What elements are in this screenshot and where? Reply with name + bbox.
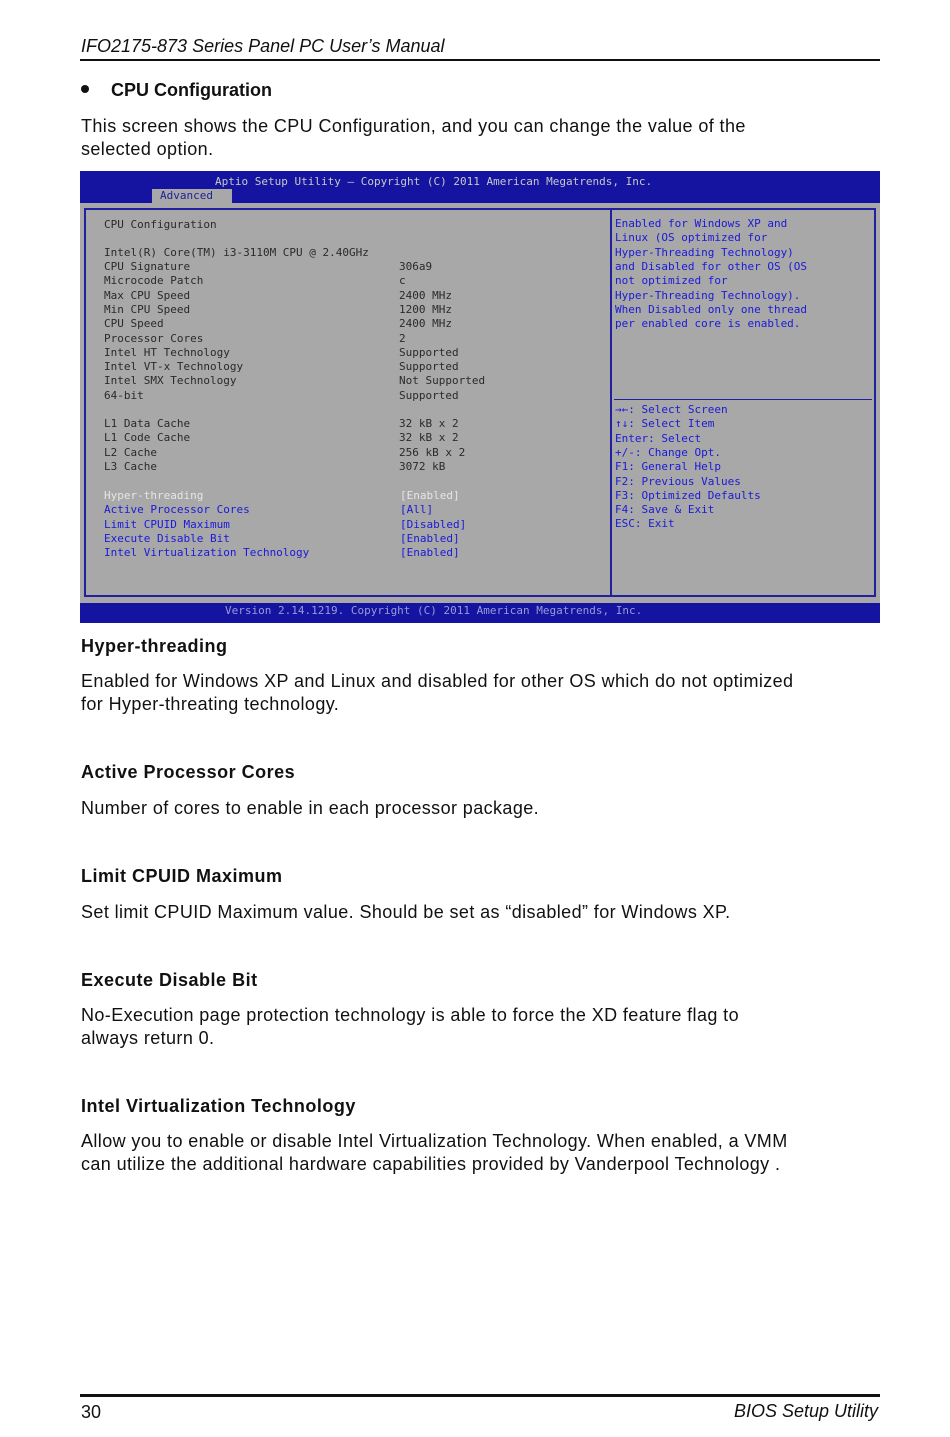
desc-limit-cpuid: [81, 901, 881, 924]
bios-footer: Version 2.14.1219. Copyright (C) 2011 American Megatrends, Inc.: [225, 604, 643, 617]
bios-key-hint: F3: Optimized Defaults: [615, 488, 761, 502]
bios-help-line: and Disabled for other OS (OS: [615, 259, 808, 273]
bios-key-hint: F4: Save & Exit: [615, 503, 715, 517]
desc-line: Number of cores to enable in each processor package.: [81, 798, 540, 818]
bios-cache-value: 32 kB x 2: [399, 417, 459, 430]
heading-execute-disable-bit: Execute Disable Bit: [81, 970, 258, 990]
bios-processor-name: Intel(R) Core(TM) i3-3110M CPU @ 2.40GHz: [104, 246, 369, 259]
page-number: 30: [81, 1402, 102, 1422]
bios-key-hint: ESC: Exit: [615, 517, 675, 531]
bios-cache-label: L2 Cache: [104, 445, 157, 459]
bios-info-value: 2400 MHz: [399, 288, 452, 302]
bios-info-label: 64-bit: [104, 388, 144, 402]
bios-key-hint: F1: General Help: [615, 460, 721, 474]
bios-cache-label: L1 Code Cache: [104, 431, 191, 445]
desc-line: Enabled for Windows XP and Linux and disabled for other OS which do not optimized: [81, 671, 794, 691]
bios-cache-value: 3072 kB: [399, 459, 446, 473]
heading-hyper-threading: Hyper-threading: [81, 636, 228, 656]
heading-intel-virtualization: Intel Virtualization Technology: [81, 1096, 356, 1116]
bios-info-label: Intel SMX Technology: [104, 374, 237, 388]
bios-panel-title: CPU Configuration: [104, 218, 217, 231]
bios-key-hint: F2: Previous Values: [615, 474, 741, 488]
bios-key-hint: Enter: Select: [615, 431, 702, 445]
bios-info-label: Min CPU Speed: [104, 302, 191, 316]
heading-active-processor-cores: Active Processor Cores: [81, 762, 296, 782]
bios-help-line: Hyper-Threading Technology).: [615, 288, 801, 302]
bios-option-label[interactable]: Active Processor Cores: [104, 503, 250, 517]
bios-tab-advanced[interactable]: Advanced: [152, 189, 232, 203]
bios-option-label[interactable]: Hyper-threading: [104, 489, 204, 502]
bios-info-label: Intel VT-x Technology: [104, 360, 244, 374]
desc-line: can utilize the additional hardware capabilities provided by Vanderpool Technology .: [81, 1154, 781, 1174]
desc-line: always return 0.: [81, 1028, 215, 1048]
bios-option-value[interactable]: [Enabled]: [400, 546, 460, 560]
bios-option-value[interactable]: [Enabled]: [400, 489, 460, 502]
bios-option-label[interactable]: Execute Disable Bit: [104, 531, 230, 545]
heading-limit-cpuid: Limit CPUID Maximum: [81, 866, 283, 886]
desc-execute-disable-bit: [81, 1004, 881, 1050]
bios-info-label: Max CPU Speed: [104, 288, 191, 302]
intro-line: selected option.: [81, 139, 214, 159]
desc-active-processor-cores: [81, 797, 881, 820]
bios-help-line: per enabled core is enabled.: [615, 317, 801, 331]
bios-help-line: Enabled for Windows XP and: [615, 217, 788, 230]
bios-cache-label: L1 Data Cache: [104, 417, 191, 430]
bios-help-line: Hyper-Threading Technology): [615, 245, 794, 259]
footer-rule: [80, 1394, 880, 1397]
bios-info-value: 2400 MHz: [399, 317, 452, 331]
bios-info-value: Supported: [399, 360, 459, 374]
bios-screenshot: [80, 171, 880, 623]
bios-info-value: Not Supported: [399, 374, 486, 388]
bios-help-line: not optimized for: [615, 274, 728, 288]
bios-help-line: When Disabled only one thread: [615, 302, 808, 316]
bios-cache-value: 256 kB x 2: [399, 445, 466, 459]
header-rule: [80, 59, 880, 61]
bios-info-label: Processor Cores: [104, 331, 204, 345]
bios-info-value: 306a9: [399, 260, 433, 273]
desc-line: Set limit CPUID Maximum value. Should be set as “disabled” for Windows XP.: [81, 902, 731, 922]
desc-hyper-threading: [81, 670, 881, 716]
bios-info-label: CPU Signature: [104, 260, 191, 273]
bullet-icon: [81, 85, 89, 93]
manual-title: IFO2175-873 Series Panel PC User’s Manual: [81, 36, 445, 56]
bios-info-value: 1200 MHz: [399, 302, 452, 316]
intro-line: This screen shows the CPU Configuration, and you can change the value of the: [81, 116, 746, 136]
bios-option-label[interactable]: Intel Virtualization Technology: [104, 546, 310, 560]
desc-line: Allow you to enable or disable Intel Virtualization Technology. When enabled, a VMM: [81, 1131, 788, 1151]
desc-line: No-Execution page protection technology is able to force the XD feature flag to: [81, 1005, 739, 1025]
section-bullet: [81, 80, 272, 101]
bios-info-value: Supported: [399, 388, 459, 402]
bios-key-hint: +/-: Change Opt.: [615, 445, 721, 459]
bios-info-label: Microcode Patch: [104, 274, 204, 288]
desc-line: for Hyper-threating technology.: [81, 694, 340, 714]
bios-key-hint: ↑↓: Select Item: [615, 417, 715, 431]
bios-info-value: Supported: [399, 345, 459, 359]
bios-info-label: Intel HT Technology: [104, 345, 230, 359]
intro-text: [81, 115, 881, 161]
bios-cache-label: L3 Cache: [104, 459, 157, 473]
bios-title-bar: Aptio Setup Utility – Copyright (C) 2011 American Megatrends, Inc.: [215, 175, 653, 188]
bios-body: [80, 203, 880, 603]
bios-info-value: 2: [399, 331, 406, 345]
bios-info-label: CPU Speed: [104, 317, 164, 331]
desc-intel-virtualization: [81, 1130, 881, 1176]
bios-help-line: Linux (OS optimized for: [615, 231, 768, 245]
footer-section-name: BIOS Setup Utility: [733, 1401, 878, 1421]
bios-option-value[interactable]: [Enabled]: [400, 531, 460, 545]
bios-info-value: c: [399, 274, 406, 288]
bios-key-hint: →←: Select Screen: [615, 403, 728, 416]
bios-option-label[interactable]: Limit CPUID Maximum: [104, 517, 230, 531]
bios-option-value[interactable]: [All]: [400, 503, 434, 517]
bios-divider: [610, 209, 612, 597]
bios-option-value[interactable]: [Disabled]: [400, 517, 467, 531]
bios-cache-value: 32 kB x 2: [399, 431, 459, 445]
bios-help-divider: [614, 399, 872, 400]
section-title: CPU Configuration: [111, 80, 272, 100]
